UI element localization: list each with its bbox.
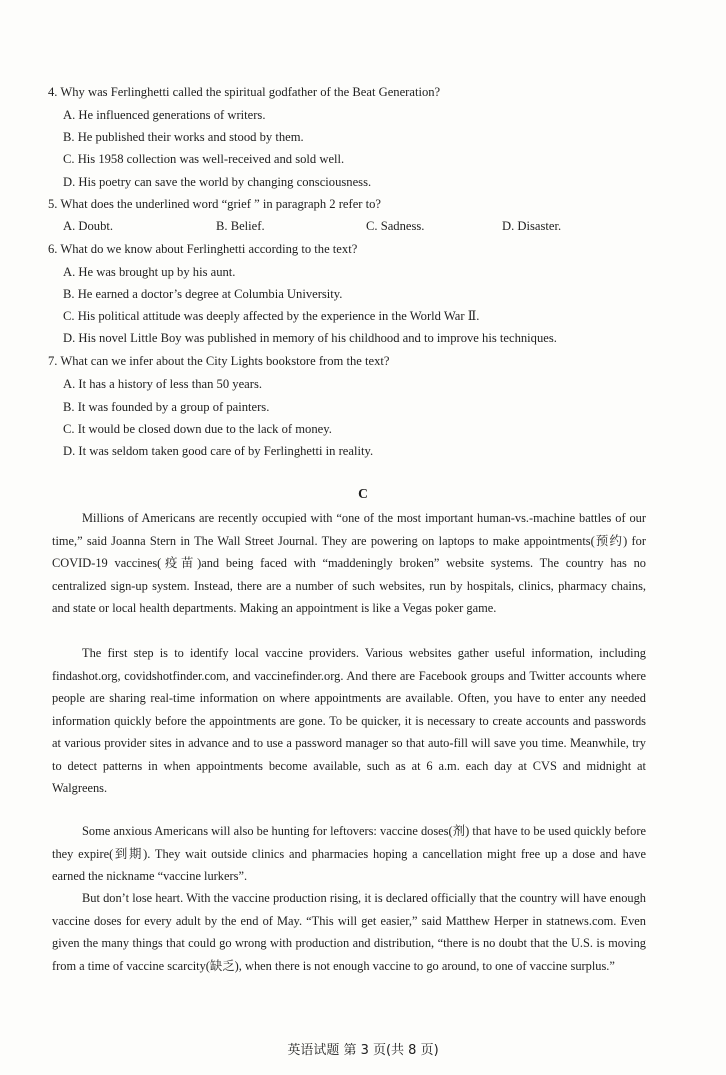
question-5-option-d: D. Disaster. [502, 219, 562, 233]
question-4-option-c: C. His 1958 collection was well-received and sold well. [63, 152, 345, 166]
question-7-option-c: C. It would be closed down due to the lack of money. [63, 422, 332, 436]
question-7-stem: 7. What can we infer about the City Lights bookstore from the text? [48, 354, 390, 368]
passage-paragraph-4: But don’t lose heart. With the vaccine production rising, it is declared officially that the country will have enough vaccine doses for every adult by the end of May. “This will get easier,” said Matthew Herper in statnews.com. Even given the many things that could go wrong with production and distribution, “there is no doubt that the U.S. is moving from a time of vaccine scarcity(缺乏), when there is not enough vaccine to go around, to one of vaccine surplus.” [52, 891, 646, 973]
question-7-option-b: B. It was founded by a group of painters. [63, 400, 270, 414]
question-6-option-d: D. His novel Little Boy was published in memory of his childhood and to improve his techniques. [63, 331, 557, 345]
question-4-option-b: B. He published their works and stood by them. [63, 130, 304, 144]
passage-paragraph-3: Some anxious Americans will also be hunting for leftovers: vaccine doses(剂) that have to be used quickly before they expire(到期). They wait outside clinics and pharmacies hoping a cancellation might free up a dose and have earned the nickname “vaccine lurkers”. [52, 824, 646, 883]
question-5-option-b: B. Belief. [216, 219, 265, 233]
question-4-stem: 4. Why was Ferlinghetti called the spiritual godfather of the Beat Generation? [48, 85, 441, 99]
question-5-stem: 5. What does the underlined word “grief ” in paragraph 2 refer to? [48, 197, 382, 211]
question-7-option-a: A. It has a history of less than 50 years. [63, 377, 263, 391]
question-4-option-d: D. His poetry can save the world by changing consciousness. [63, 175, 372, 189]
passage-paragraph-1: Millions of Americans are recently occupied with “one of the most important human-vs.-machine battles of our time,” said Joanna Stern in The Wall Street Journal. They are powering on laptops to make appointments(预约) for COVID-19 vaccines(疫苗)and being faced with “maddeningly broken” website systems. The country has no centralized sign-up system. Instead, there are a number of such websites, run by hospitals, clinics, pharmacy chains, and state or local health departments. Making an appointment is like a Vegas poker game. [52, 511, 646, 615]
question-6-option-c: C. His political attitude was deeply affected by the experience in the World War Ⅱ. [63, 309, 480, 323]
question-6-stem: 6. What do we know about Ferlinghetti according to the text? [48, 242, 358, 256]
page-footer: 英语试题 第 3 页(共 8 页) [287, 1043, 439, 1058]
question-6-option-a: A. He was brought up by his aunt. [63, 265, 236, 279]
passage-paragraph-2: The first step is to identify local vaccine providers. Various websites gather useful information, including findashot.org, covidshotfinder.com, and vaccinefinder.org. And there are Facebook groups and Twitter accounts where people are sharing real-time information on where appointments are available. Often, you have to enter any needed information quickly before the appointments are gone. To be quicker, it is necessary to create accounts and passwords at various provider sites in advance and to use a password manager so that auto-fill will save you time. Meanwhile, try to detect patterns in when appointments become available, such as at 6 a.m. each day at CVS and midnight at Walgreens. [52, 646, 646, 795]
question-5-option-a: A. Doubt. [63, 219, 114, 233]
section-heading: C [358, 486, 368, 501]
question-7-option-d: D. It was seldom taken good care of by Ferlinghetti in reality. [63, 444, 374, 458]
question-5-option-c: C. Sadness. [366, 219, 425, 233]
question-4-option-a: A. He influenced generations of writers. [63, 108, 266, 122]
question-6-option-b: B. He earned a doctor’s degree at Columbia University. [63, 287, 343, 301]
